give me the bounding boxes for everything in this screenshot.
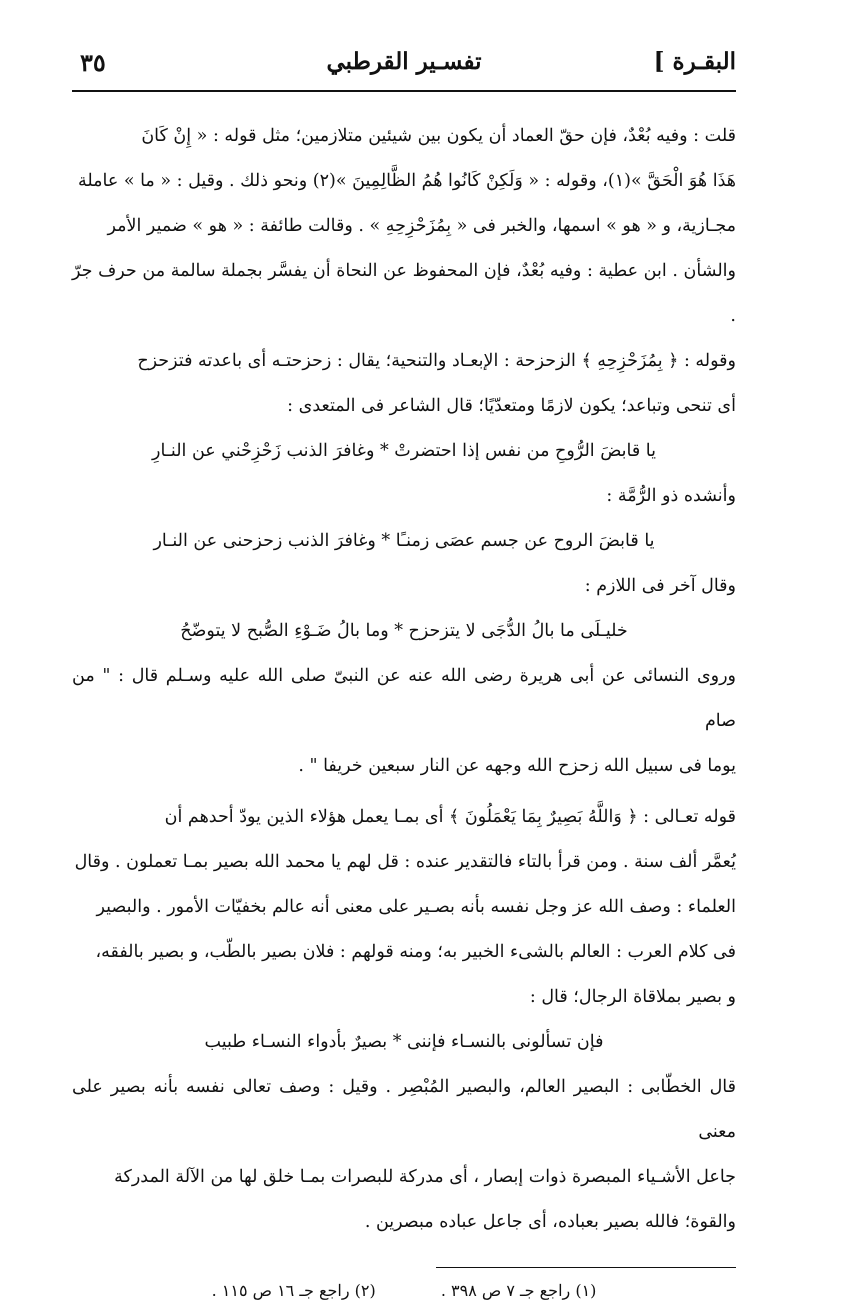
text-line: وقوله : ﴿ بِمُزَحْزِحِهِ ﴾ الزحزحة : الإبعـاد والتنحية؛ يقال : زحزحتـه أى باعدته فتزحزح — [137, 351, 736, 371]
running-header — [72, 38, 736, 92]
text-line: يوما فى سبيل الله زحزح الله وجهه عن النار سبعين خريفا " . — [298, 756, 736, 776]
text-line: والشأن . ابن عطية : وفيه بُعْدٌ، فإن المحفوظ عن النحاة أن يفسَّر بجملة سالمة من حرف جرّ . — [72, 261, 736, 326]
text-line: أى تنحى وتباعد؛ يكون لازمًا ومتعدّيًا؛ قال الشاعر فى المتعدى : — [287, 396, 736, 416]
text-line: قوله تعـالى : ﴿ وَاللَّهُ بَصِيرٌ بِمَا يَعْمَلُونَ ﴾ أى بمـا يعمل هؤلاء الذين يودّ أحدهم أن — [164, 807, 736, 827]
text-line: والقوة؛ فالله بصير بعباده، أى جاعل عباده مبصرين . — [364, 1212, 736, 1232]
text-line: قال الخطّابى : البصير العالم، والبصير المُبْصِر . وقيل : وصف تعالى نفسه بأنه بصير على معنى — [72, 1077, 736, 1142]
text-line: وروى النسائى عن أبى هريرة رضى الله عنه عن النبىّ صلى الله عليه وسـلم قال : " من صام — [72, 666, 736, 731]
poetry-verse: خليـلَى ما بالُ الدُّجَى لا يتزحزح * وما بالُ ضَـوْءِ الصُّبح لا يتوضّحُ — [180, 621, 628, 641]
text-line: جاعل الأشـياء المبصرة ذوات إبصار ، أى مدركة للبصرات بمـا خلق لها من الآلة المدركة — [114, 1167, 736, 1187]
book-page — [72, 38, 736, 1306]
text-line: وأنشده ذو الرُّمَّة : — [606, 486, 736, 506]
footnotes — [72, 1276, 736, 1306]
text-line: العلماء : وصف الله عز وجل نفسه بأنه بصـير على معنى أنه عالم بخفيّات الأمور . والبصير — [96, 897, 736, 917]
text-line: يُعمَّر ألف سنة . ومن قرأ بالتاء فالتقدير عنده : قل لهم يا محمد الله بصير بمـا تعملون . وقال — [74, 852, 736, 872]
text-line: وقال آخر فى اللازم : — [584, 576, 736, 596]
text-line: و بصير بملاقاة الرجال؛ قال : — [529, 987, 736, 1007]
poetry-verse: يا قابضَ الرُّوحِ من نفس إذا احتضرتْ * وغافرَ الذنب زَحْزِحْني عن النـارِ — [152, 441, 656, 461]
footnote-1: (١) راجع جـ ٧ ص ٣٩٨ . — [440, 1281, 597, 1300]
page-number: ٣٥ — [80, 48, 106, 77]
poetry-verse: يا قابضَ الروح عن جسم عصَى زمنـًا * وغافرَ الذنب زحزحنى عن النـار — [153, 531, 655, 551]
text-line: هَذَا هُوَ الْحَقَّ »(١)، وقوله : « وَلَكِنْ كَانُوا هُمُ الظَّالِمِينَ »(٢) ونحو ذلك . وقيل : « ما » عاملة — [77, 171, 736, 191]
text-line: فى كلام العرب : العالم بالشىء الخبير به؛ ومنه قولهم : فلان بصير بالطّب، و بصير بالفقه، — [95, 942, 736, 962]
page-body — [72, 114, 736, 1245]
header-surah: البقـرة ] — [653, 48, 736, 75]
text-line: مجـازية، و « هو » اسمها، والخبر فى « بِمُزَحْزِحِهِ » . وقالت طائفة : « هو » ضمير الأمر — [107, 216, 736, 236]
footnote-2: (٢) راجع جـ ١٦ ص ١١٥ . — [211, 1281, 376, 1300]
header-title: تفسـير القرطبي — [326, 48, 482, 75]
text-line: قلت : وفيه بُعْدٌ، فإن حقّ العماد أن يكون بين شيئين متلازمين؛ مثل قوله : « إِنْ كَانَ — [141, 126, 736, 146]
poetry-verse: فإن تسألونى بالنسـاء فإننى * بصيرٌ بأدواء النسـاء طبيب — [204, 1032, 604, 1052]
footnote-rule — [436, 1267, 736, 1276]
